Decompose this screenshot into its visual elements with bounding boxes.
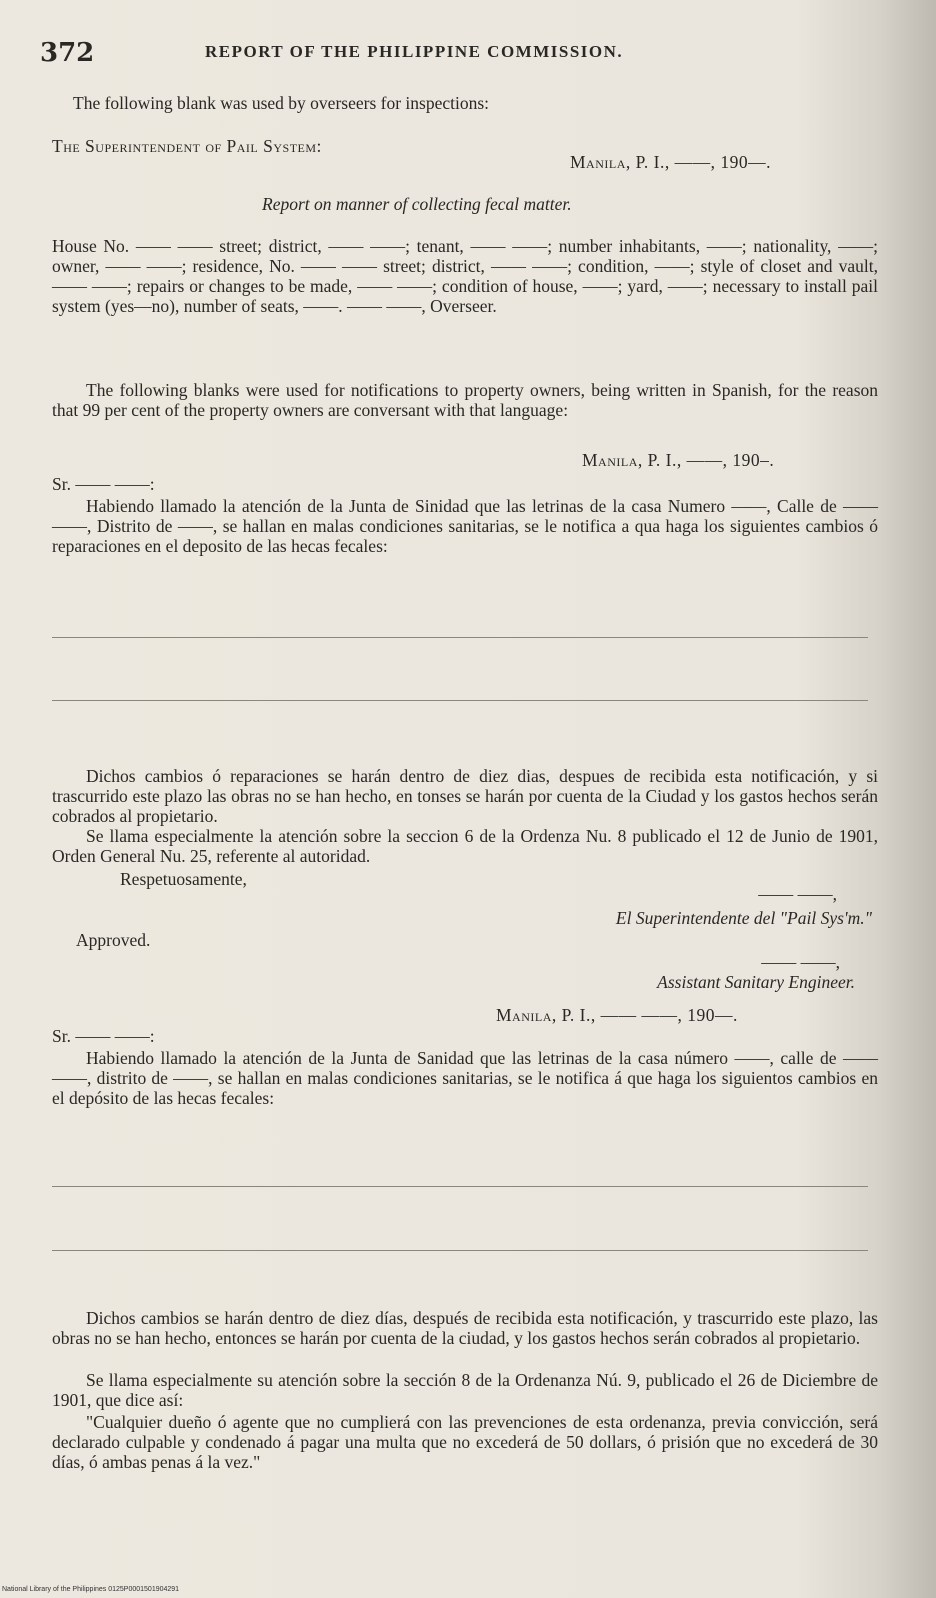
section2-salutation: Sr. —— ——: bbox=[52, 474, 155, 494]
section2-blank-line-1 bbox=[52, 637, 868, 638]
section1-addressee: The Superintendent of Pail System: bbox=[52, 136, 322, 156]
running-title: REPORT OF THE PHILIPPINE COMMISSION. bbox=[205, 42, 624, 61]
section3-blank-line-1 bbox=[52, 1186, 868, 1187]
section2-dateline: Manila, P. I., ——, 190–. bbox=[582, 450, 775, 470]
section3-para2: Dichos cambios se harán dentro de diez días, después de recibida esta notificación, y trascurrido este plazo, las obras no se han hecho, entonces se harán por cuenta de la ciudad, y los gastos hechos serán cobrados al propietario. bbox=[52, 1308, 878, 1348]
section2-intro: The following blanks were used for notifications to property owners, being written in Spanish, for the reason that 99 per cent of the property owners are conversant with that language: bbox=[52, 380, 878, 420]
section3-quote: "Cualquier dueño ó agente que no cumplierá con las prevenciones de esta ordenanza, previa convicción, será declarado culpable y condenado á pagar una multa que no excederá de 50 dollars, ó prisión que no excederá de 30 días, ó ambas penas á la vez." bbox=[52, 1412, 878, 1472]
section2-body: Habiendo llamado la atención de la Junta de Sinidad que las letrinas de la casa Numero ——, Calle de —— ——, Distrito de ——, se hallan en malas condiciones sanitarias, se le notifica a qua haga los siguientes cambios ó reparaciones en el deposito de las hecas fecales: bbox=[52, 496, 878, 556]
section1-form-title: Report on manner of collecting fecal matter. bbox=[262, 194, 572, 214]
section1-dateline: Manila, P. I., ——, 190—. bbox=[570, 152, 772, 172]
section2-signature-title: El Superintendente del "Pail Sys'm." bbox=[615, 908, 872, 928]
section2-signature-blank: —— ——, bbox=[758, 884, 837, 904]
engineer-signature-blank: —— ——, bbox=[761, 952, 840, 972]
section2-para2: Dichos cambios ó reparaciones se harán dentro de diez dias, despues de recibida esta notificación, y si trascurrido este plazo las obras no se han hecho, en tonses se harán por cuenta de la Ciudad y los gastos hechos serán cobrados al propietario. bbox=[52, 766, 878, 826]
section1-form-body: House No. —— —— street; district, —— ——; tenant, —— ——; number inhabitants, ——; nationality, ——; owner, —— ——; residence, No. —— —— street; district, —— ——; condition, ——; style of closet and vault, —— ——; repairs or changes to be made, —— ——; condition of house, ——; yard, ——; necessary to install pail system (yes—no), number of seats, ——. —— ——, Overseer. bbox=[52, 236, 878, 316]
scan-credit: National Library of the Philippines 0125P0001501904291 bbox=[2, 1586, 180, 1593]
section3-para3: Se llama especialmente su atención sobre la sección 8 de la Ordenanza Nú. 9, publicado el 26 de Diciembre de 1901, que dice así: bbox=[52, 1370, 878, 1410]
approved-label: Approved. bbox=[76, 930, 151, 950]
section3-body: Habiendo llamado la atención de la Junta de Sanidad que las letrinas de la casa número ——, calle de —— ——, distrito de ——, se hallan en malas condiciones sanitarias, se le notifica á que haga los siguientos cambios en el depósito de las hecas fecales: bbox=[52, 1048, 878, 1108]
page-number: 372 bbox=[40, 38, 95, 68]
engineer-title: Assistant Sanitary Engineer. bbox=[657, 972, 855, 992]
section1-intro: The following blank was used by overseers for inspections: bbox=[73, 93, 490, 113]
section2-closing: Respetuosamente, bbox=[120, 869, 247, 889]
section2-blank-line-2 bbox=[52, 700, 868, 701]
section3-dateline: Manila, P. I., —— ——, 190—. bbox=[496, 1005, 738, 1025]
section3-salutation: Sr. —— ——: bbox=[52, 1026, 155, 1046]
section3-blank-line-2 bbox=[52, 1250, 868, 1251]
section2-para3: Se llama especialmente la atención sobre la seccion 6 de la Ordenza Nu. 8 publicado el 12 de Junio de 1901, Orden General Nu. 25, referente al autoridad. bbox=[52, 826, 878, 866]
